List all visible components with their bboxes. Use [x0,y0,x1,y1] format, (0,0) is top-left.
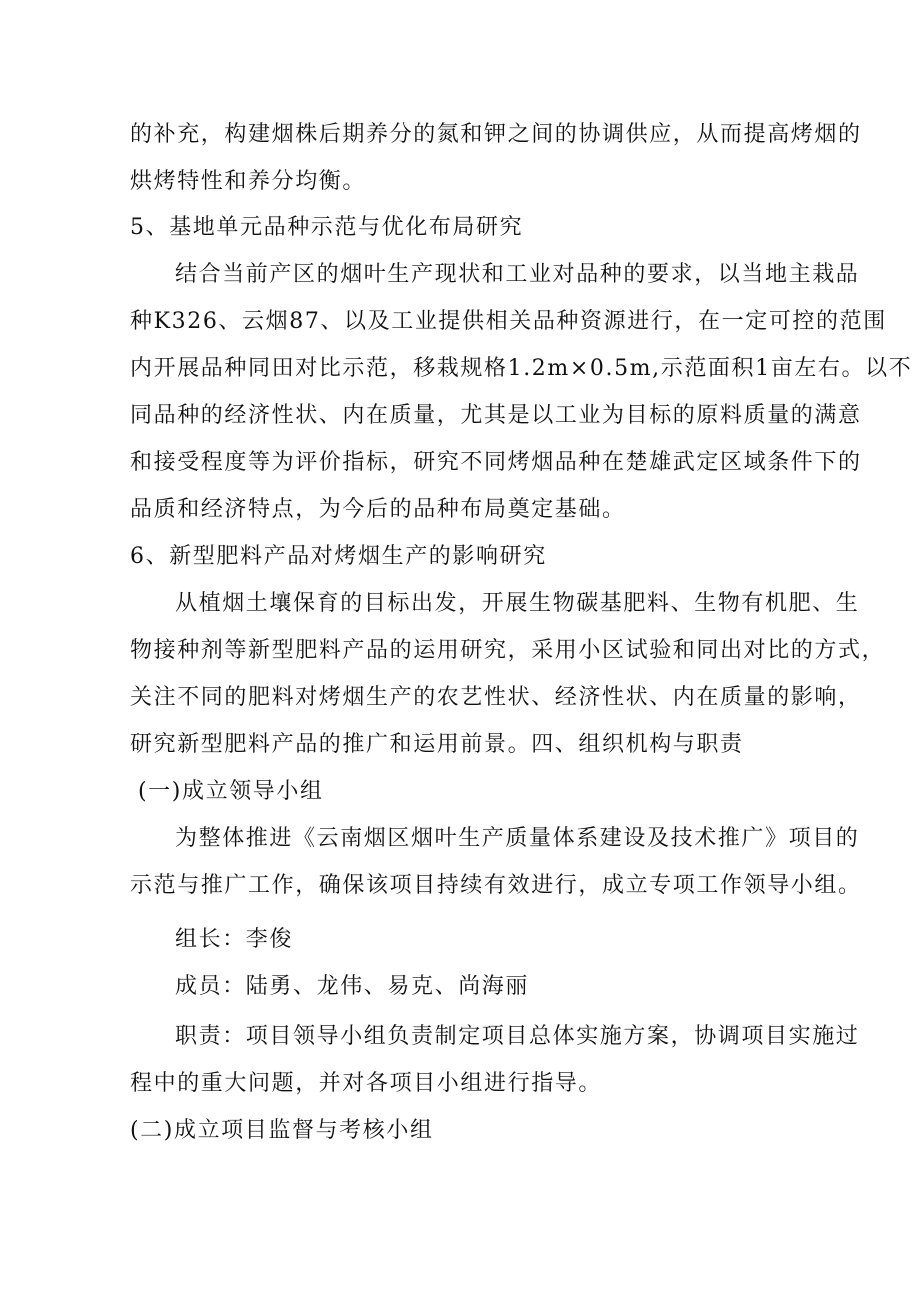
paragraph-line: 研究新型肥料产品的推广和运用前景。四、组织机构与职责 [130,732,744,757]
subsection-heading-1: (一)成立领导小组 [138,779,324,804]
section-heading-5: 5、基地单元品种示范与优化布局研究 [130,215,524,240]
paragraph-line: 程中的重大问题，并对各项目小组进行指导。 [130,1071,603,1096]
paragraph-line: 同品种的经济性状、内在质量，尤其是以工业为目标的原料质量的满意 [130,403,862,428]
paragraph-line: 为整体推进《云南烟区烟叶生产质量体系建设及技术推广》项目的 [175,826,860,851]
paragraph-line: 烘烤特性和养分均衡。 [130,169,367,194]
team-leader-line: 组长：李俊 [175,927,294,952]
paragraph-line: 内开展品种同田对比示范，移栽规格1.2m×0.5m,示范面积1亩左右。以不 [130,356,913,381]
paragraph-line: 种K326、云烟87、以及工业提供相关品种资源进行，在一定可控的范围 [130,309,887,334]
subsection-heading-2: (二)成立项目监督与考核小组 [130,1118,434,1143]
section-heading-6: 6、新型肥料产品对烤烟生产的影响研究 [130,544,547,569]
paragraph-line: 和接受程度等为评价指标，研究不同烤烟品种在楚雄武定区域条件下的 [130,450,862,475]
team-members-line: 成员：陆勇、龙伟、易克、尚海丽 [175,974,530,999]
responsibility-line: 职责：项目领导小组负责制定项目总体实施方案，协调项目实施过 [175,1024,860,1049]
paragraph-line: 的补充，构建烟株后期养分的氮和钾之间的协调供应，从而提高烤烟的 [130,122,862,147]
paragraph-line: 示范与推广工作，确保该项目持续有效进行，成立专项工作领导小组。 [130,873,862,898]
paragraph-line: 从植烟土壤保育的目标出发，开展生物碳基肥料、生物有机肥、生 [175,591,860,616]
paragraph-line: 关注不同的肥料对烤烟生产的农艺性状、经济性状、内在质量的影响， [130,685,862,710]
paragraph-line: 结合当前产区的烟叶生产现状和工业对品种的要求，以当地主栽品 [175,262,860,287]
paragraph-line: 物接种剂等新型肥料产品的运用研究，采用小区试验和同出对比的方式， [130,638,886,663]
paragraph-line: 品质和经济特点，为今后的品种布局奠定基础。 [130,497,626,522]
